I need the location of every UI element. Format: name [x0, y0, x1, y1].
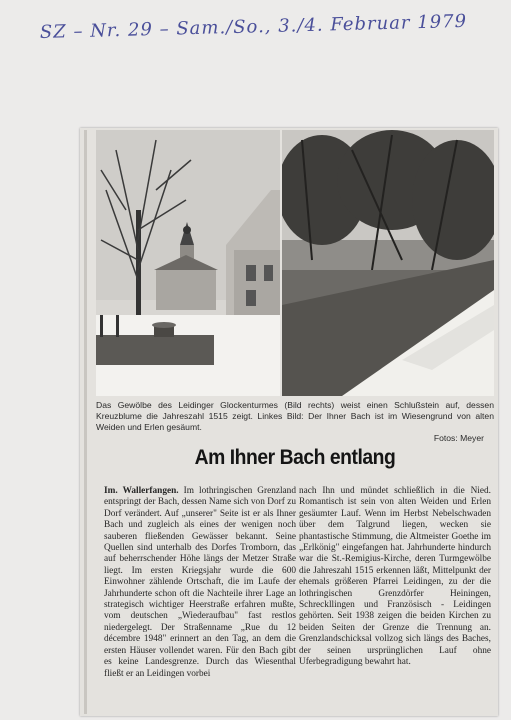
photo-caption — [96, 400, 494, 444]
clipping-edge — [84, 130, 87, 714]
article-headline: Am Ihner Bach entlang — [194, 446, 396, 469]
article-dateline: Im. Wallerfangen. — [104, 486, 179, 496]
caption-text: Das Gewölbe des Leidinger Glockenturmes (Bild rechts) weist einen Schlußstein auf, dessen Kreuzblume die Jahreszahl 1515 zeigt. Linkes Bild: Der Ihner Bach ist im Wiesengrund von alten Weiden und Erlen gesäumt. — [96, 400, 494, 432]
handwritten-annotation: SZ – Nr. 29 – Sam./So., 3./4. Februar 1979 — [39, 10, 468, 44]
photo-credit: Fotos: Meyer — [433, 433, 484, 443]
article-column-left — [104, 486, 296, 680]
photo-stream-willows — [282, 130, 494, 396]
article-column-right: nach Ihn und mündet schließlich in die Nied. Romantisch ist sein von alten Weiden und Erlen gesäumter Lauf. Wenn im Herbst Nebelschwaden über dem Talgrund liegen, wecken sie phantastische Stimmung, die Altmeister Goethe im „Erlkönig" eingefangen hat. Jahrhunderte hindurch war die St.-Remigius-Kirche, deren Turmgewölbe die Jahreszahl 1515 erkennen läßt, Mittelpunkt der ehemals größeren Pfarrei Leidingen, zu der die lothringischen Grenzdörfer Heiningen, Schreckllingen und Französisch - Leidingen gehörten. Seit 1938 zeigen die beiden Kirchen zu beiden Seiten der Grenze die Trennung an. Grenzlandschicksal vollzog sich längs des Baches, der seinen ursprünglichen Lauf ohne Uferbegradigung bewahrt hat. — [299, 486, 491, 668]
column-left-text: Im lothringischen Grenzland entspringt der Bach, dessen Name sich von Dorf zu Dorf verändert. Auf „unserer" Seite ist er als Ihner Bach und zugleich als eines der wenigen noch sauberen fließenden Gewässer bekannt. Seine Quellen sind unterhalb des Dorfes Tromborn, das auf beherrschender Höhe längs der Metzer Straße liegt. Im ersten Kriegsjahr wurde die 600 Einwohner zählende Ortschaft, die im Laufe der Jahrhunderte schon oft die Nachteile ihrer Lage an strategisch wichtiger Heerstraße erfahren mußte, vom deutschen „Wiederaufbau" fast restlos niedergelegt. Der Straßenname „Rue du 12 décembre 1948" erinnert an den Tag, an dem die ersten Häuser vollendet waren. Für den Bach gibt es keine Landesgrenze. Durch das Wiesenthal fließt er an Leidingen vorbei — [104, 486, 296, 679]
photo-church-tree — [96, 130, 280, 396]
